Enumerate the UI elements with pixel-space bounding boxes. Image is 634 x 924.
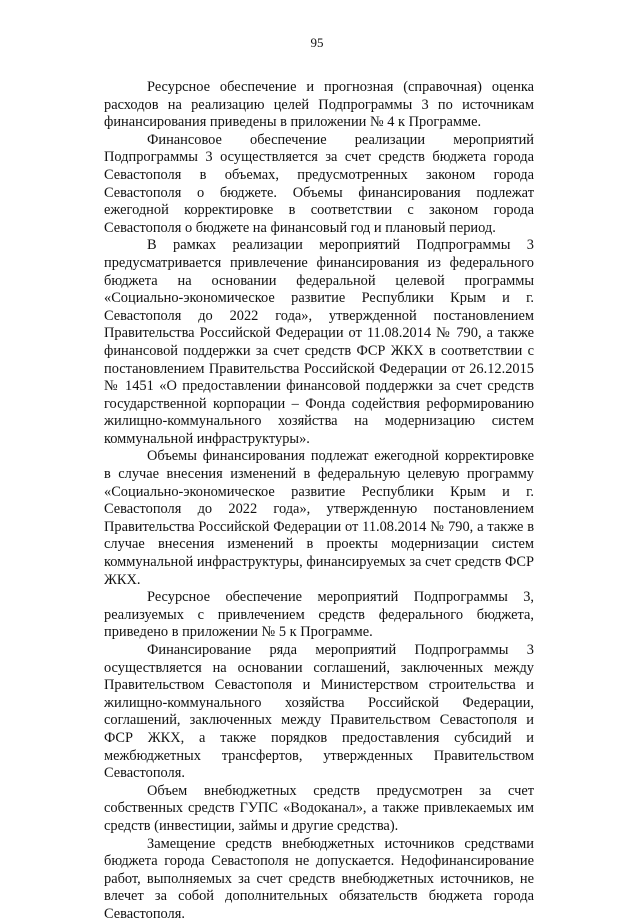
paragraph: Финансовое обеспечение реализации мероприятий Подпрограммы 3 осуществляется за счет средств бюджета города Севастополя в объемах, предусмотренных законом города Севастополя о бюджете. Объемы финансирования подлежат ежегодной корректировке в соответствии с законом города Севастополя о бюджете на финансовый год и плановый период. [104, 131, 534, 236]
paragraph: Финансирование ряда мероприятий Подпрограммы 3 осуществляется на основании соглашений, заключенных между Правительством Севастополя и Министерством строительства и жилищно-коммунального хозяйства Российской Федерации, соглашений, заключенных между Правительством Севастополя и ФСР ЖКХ, а также порядков предоставления субсидий и межбюджетных трансфертов, утвержденных Правительством Севастополя. [104, 642, 534, 782]
document-body [104, 79, 534, 924]
paragraph: В рамках реализации мероприятий Подпрограммы 3 предусматривается привлечение финансирования из федерального бюджета на основании федеральной целевой программы «Социально-экономическое развитие Республики Крым и г. Севастополя до 2022 года», утвержденной постановлением Правительства Российской Федерации от 11.08.2014 № 790, а также финансовой поддержки за счет средств ФСР ЖКХ в соответствии с постановлением Правительства Российской Федерации от 26.12.2015 № 1451 «О предоставлении финансовой поддержки за счет средств государственной корпорации – Фонда содействия реформированию жилищно-коммунального хозяйства на модернизацию систем коммунальной инфраструктуры». [104, 237, 534, 447]
paragraph: Ресурсное обеспечение и прогнозная (справочная) оценка расходов на реализацию целей Подпрограммы 3 по источникам финансирования приведены в приложении № 4 к Программе. [104, 79, 534, 131]
page-number: 95 [310, 35, 324, 50]
paragraph: Замещение средств внебюджетных источников средствами бюджета города Севастополя не допускается. Недофинансирование работ, выполняемых за счет средств внебюджетных источников, не влечет за собой дополнительных обязательств бюджета города Севастополя. [104, 835, 534, 922]
paragraph: Ресурсное обеспечение мероприятий Подпрограммы 3, реализуемых с привлечением средств федерального бюджета, приведено в приложении № 5 к Программе. [104, 589, 534, 641]
paragraph: Объемы финансирования подлежат ежегодной корректировке в случае внесения изменений в федеральную целевую программу «Социально-экономическое развитие Республики Крым и г. Севастополя до 2022 года», утвержденную постановлением Правительства Российской Федерации от 11.08.2014 № 790, а также в случае внесения изменений в проекты модернизации систем коммунальной инфраструктуры, финансируемых за счет средств ФСР ЖКХ. [104, 448, 534, 588]
paragraph: Объем внебюджетных средств предусмотрен за счет собственных средств ГУПС «Водоканал», а также привлекаемых им средств (инвестиции, займы и другие средства). [104, 782, 534, 834]
